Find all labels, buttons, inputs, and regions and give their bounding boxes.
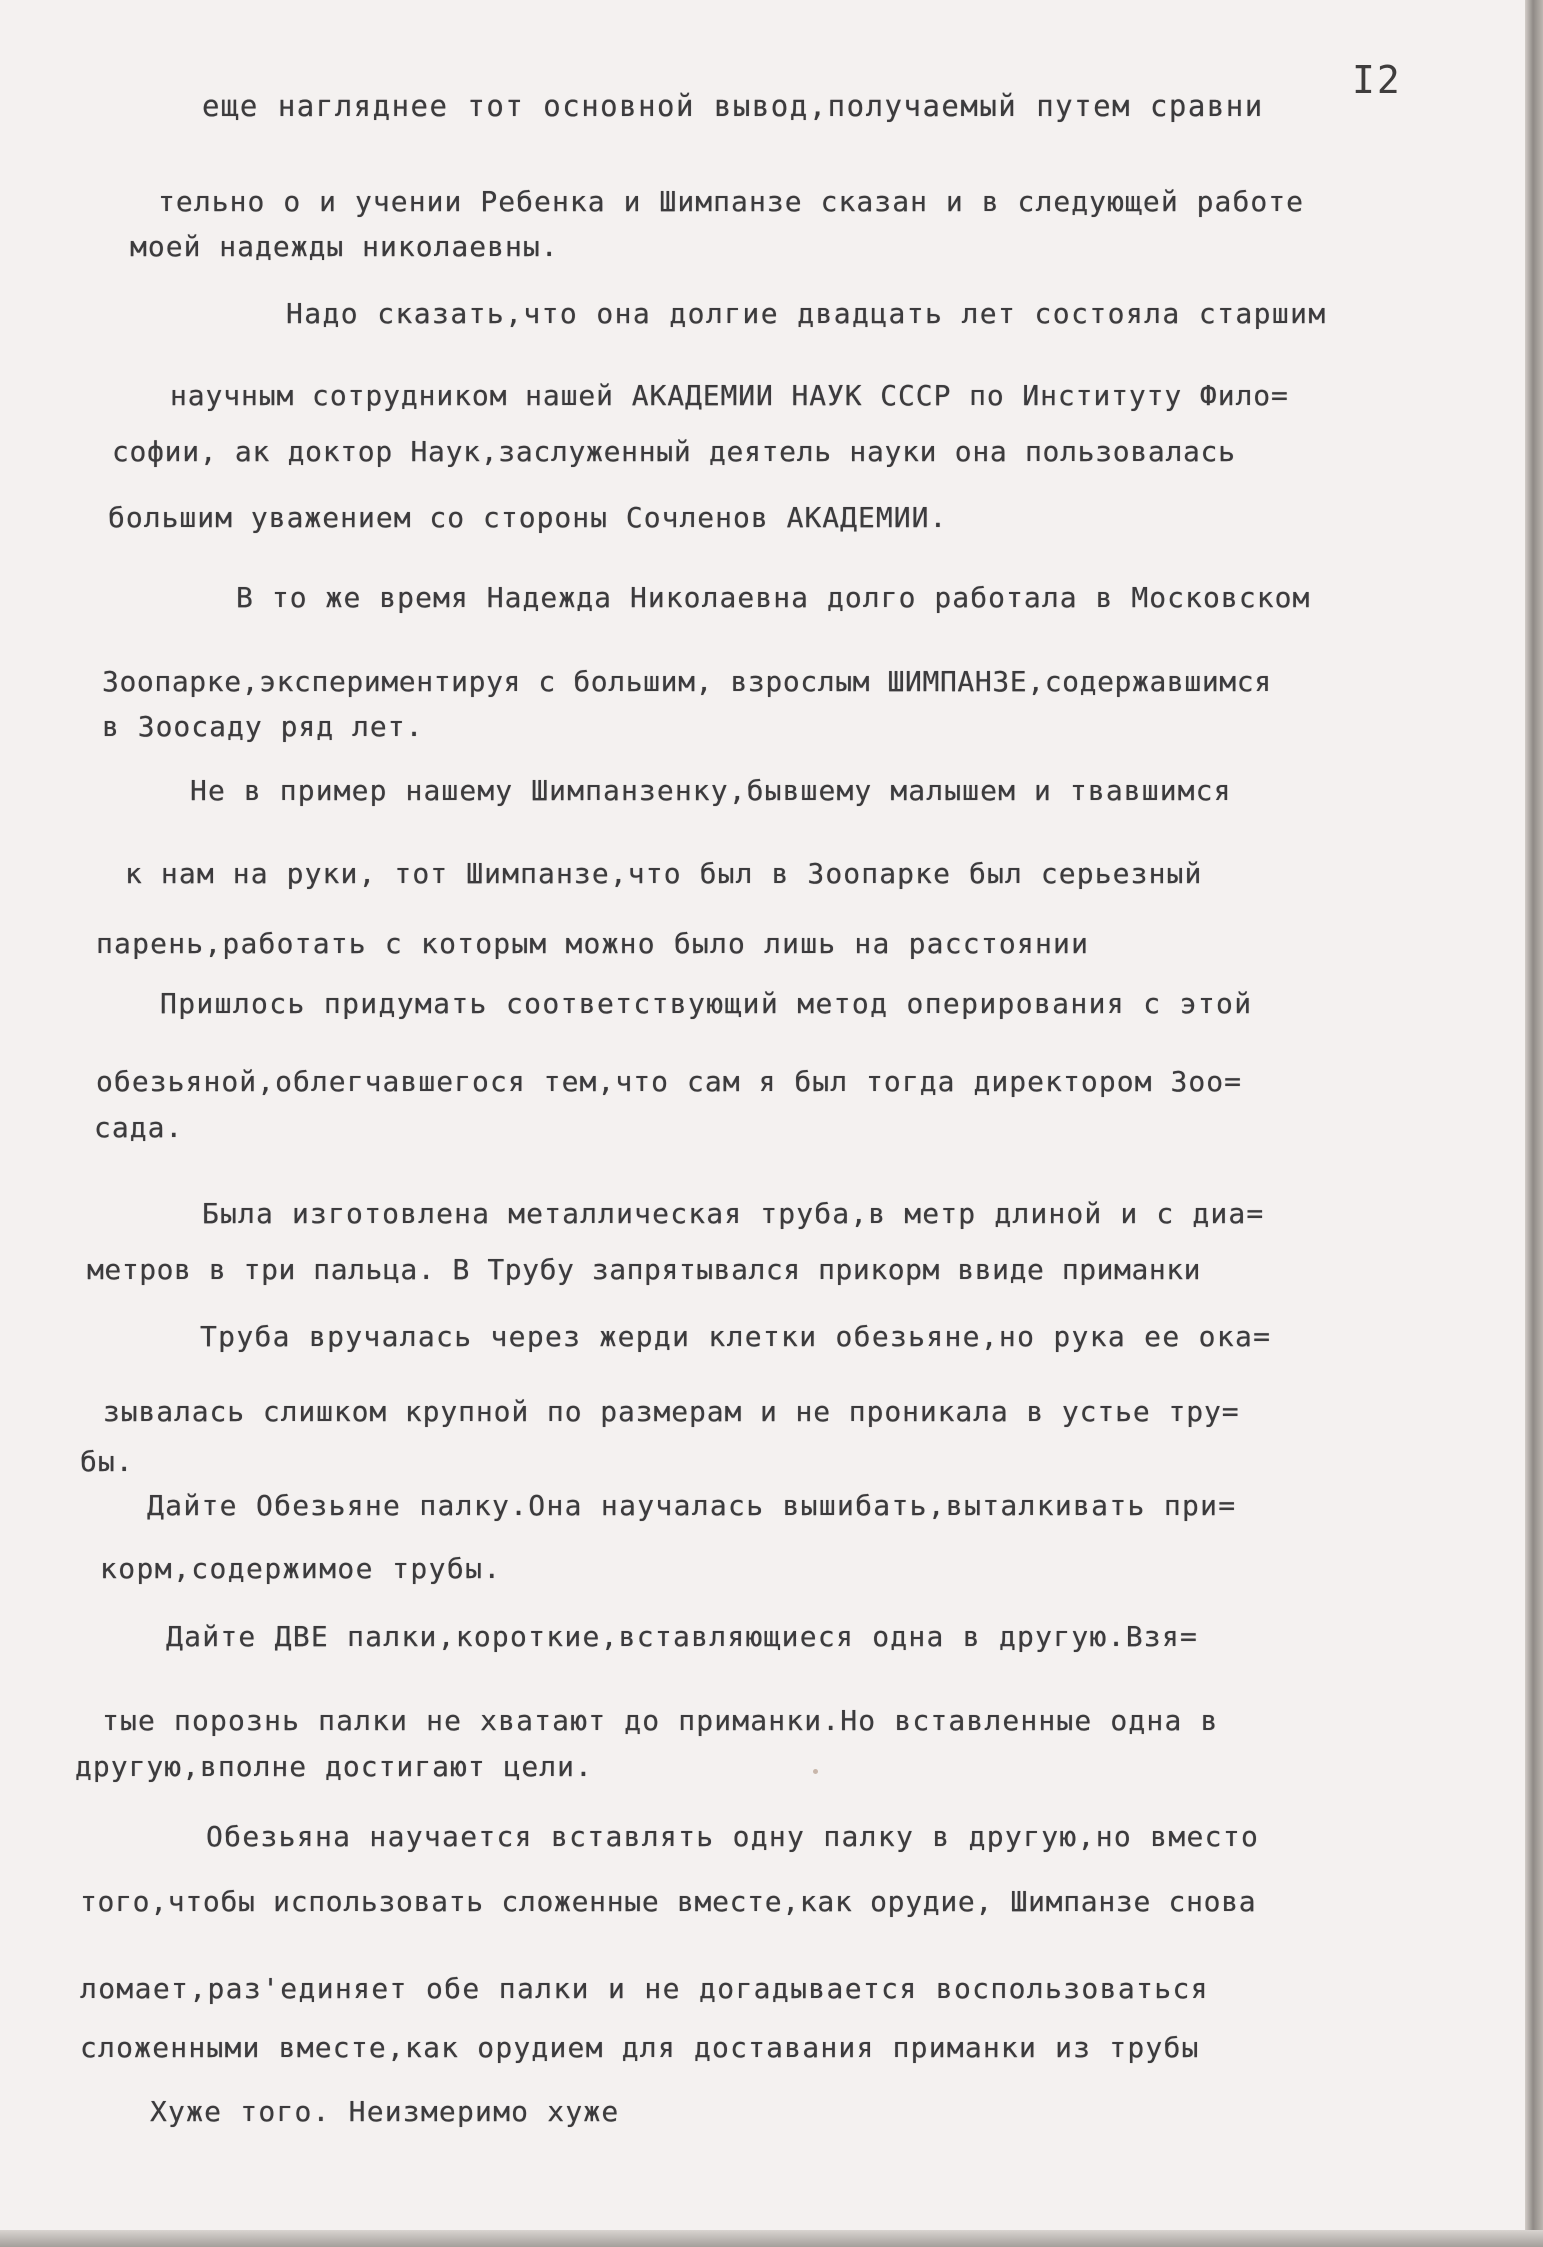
paper-bottom-edge <box>0 2230 1543 2247</box>
text-line-20: зывалась слишком крупной по размерам и не проникала в устье тру= <box>103 1395 1240 1428</box>
text-line-1: еще нагляднее тот основной вывод,получаемый путем сравни <box>202 89 1264 123</box>
text-line-27: Обезьяна научается вставлять одну палку в другую,но вместо <box>206 1820 1260 1853</box>
text-line-26: другую,вполне достигают цели. <box>75 1750 593 1783</box>
text-line-29: ломает,раз'единяет обе палки и не догадывается воспользоваться <box>80 1972 1209 2005</box>
text-line-21: бы. <box>80 1445 134 1478</box>
text-line-6: софии, ак доктор Наук,заслуженный деятель науки она пользовалась <box>112 435 1236 468</box>
text-line-5: научным сотрудником нашей АКАДЕМИИ НАУК СССР по Институту Фило= <box>170 379 1289 412</box>
text-line-10: в Зоосаду ряд лет. <box>102 710 424 743</box>
ink-spot <box>813 1769 818 1774</box>
text-line-19: Труба вручалась через жерди клетки обезьяне,но рука ее ока= <box>200 1320 1272 1353</box>
text-line-23: корм,содержимое трубы. <box>100 1552 502 1585</box>
text-line-28: того,чтобы использовать сложенные вместе,как орудие, Шимпанзе снова <box>80 1885 1257 1918</box>
text-line-2: тельно о и учении Ребенка и Шимпанзе сказан и в следующей работе <box>158 185 1305 218</box>
text-line-16: сада. <box>94 1111 184 1144</box>
text-line-24: Дайте ДВЕ палки,короткие,вставляющиеся одна в другую.Взя= <box>166 1620 1199 1653</box>
text-line-22: Дайте Обезьяне палку.Она научалась вышибать,выталкивать при= <box>147 1489 1237 1522</box>
text-line-12: к нам на руки, тот Шимпанзе,что был в Зоопарке был серьезный <box>125 857 1203 890</box>
text-line-13: парень,работать с которым можно было лишь на расстоянии <box>96 927 1090 960</box>
page-number: I2 <box>1352 58 1402 102</box>
text-line-4: Надо сказать,что она долгие двадцать лет состояла старшим <box>286 297 1327 330</box>
text-line-7: большим уважением со стороны Сочленов АКАДЕМИИ. <box>108 501 948 534</box>
text-line-25: тые порознь палки не хватают до приманки.Но вставленные одна в <box>102 1704 1219 1737</box>
text-line-9: Зоопарке,экспериментируя с большим, взрослым ШИМПАНЗЕ,содержавшимся <box>102 665 1272 698</box>
paper-edge <box>1525 0 1543 2247</box>
text-line-31: Хуже того. Неизмеримо хуже <box>150 2095 620 2128</box>
text-line-3: моей надежды николаевны. <box>130 230 559 263</box>
text-line-11: Не в пример нашему Шимпанзенку,бывшему малышем и твавшимся <box>190 774 1232 807</box>
text-line-15: обезьяной,облегчавшегося тем,что сам я был тогда директором Зоо= <box>96 1065 1243 1098</box>
text-line-14: Пришлось придумать соответствующий метод оперирования с этой <box>160 987 1253 1020</box>
text-line-17: Была изготовлена металлическая труба,в метр длиной и с диа= <box>202 1197 1265 1230</box>
text-line-8: В то же время Надежда Николаевна долго работала в Московском <box>236 581 1311 614</box>
text-line-18: метров в три пальца. В Трубу запрятывался прикорм ввиде приманки <box>87 1253 1202 1286</box>
text-line-30: сложенными вместе,как орудием для доставания приманки из трубы <box>80 2031 1200 2064</box>
